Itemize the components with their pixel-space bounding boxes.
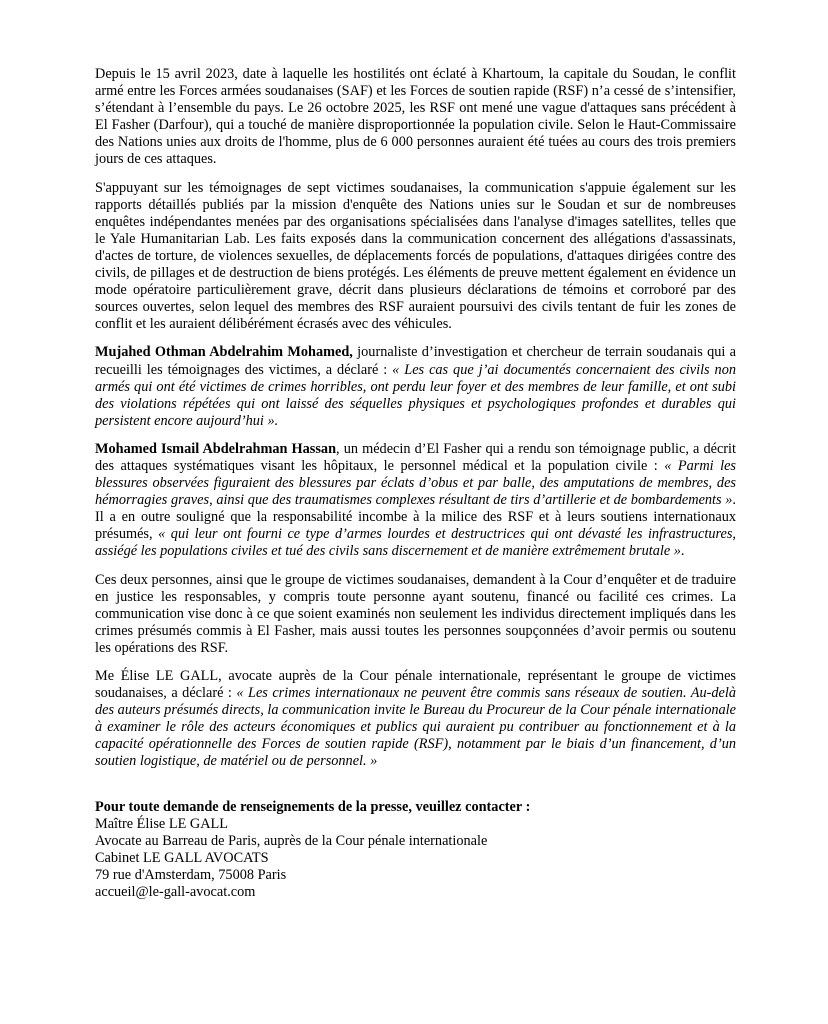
contact-role: Avocate au Barreau de Paris, auprès de la Cour pénale internationale [95,832,488,849]
doctor-quote-injuries: « Parmi les blessures observées figuraient des blessures par éclats d’obus et par balle, des amputations de membres, des hémorragies graves, ainsi que des traumatismes complexes résultant de tirs d’artillerie et de bombardements » [95,457,736,509]
contact-name: Maître Élise LE GALL [95,815,229,832]
journalist-intro: journaliste d’investigation et chercheur de terrain soudanais qui a recueilli les témoignages des victimes, a déclaré : [95,344,736,378]
paragraph-request: Ces deux personnes, ainsi que le groupe de victimes soudanaises, demandent à la Cour d’enquêter et de traduire en justice les responsables, y compris toute personne ayant soutenu, financé ou facilité ces crimes. La communication vise donc à ce que soient examinés non seulement les individus directement impliqués dans les crimes présumés commis à El Fasher, mais aussi toutes les personnes soupçonnées d’avoir permis ou soutenu les opérations des RSF. [95,571,736,656]
paragraph-evidence: S'appuyant sur les témoignages de sept victimes soudanaises, la communication s'appuie également sur les rapports détaillés publiés par la mission d'enquête des Nations unies sur le Soudan et sur de nombreuses enquêtes indépendantes menées par des organisations spécialisées dans l'analyse d'images satellites, telles que le Yale Humanitarian Lab. Les faits exposés dans la communication concernent des allégations d'assassinats, d'actes de torture, de violences sexuelles, de déplacements forcés de populations, d'attaques dirigées contre des civils, de pillages et de destruction de biens protégés. Les éléments de preuve mettent également en évidence un mode opératoire particulièrement grave, décrit dans plusieurs déclarations de témoins et corroboré par des sources ouvertes, selon lequel des membres des RSF auraient poursuivi des civils tentant de fuir les zones de conflit et les auraient délibérément écrasés avec des véhicules. [95,179,736,333]
lawyer-intro: Me Élise LE GALL, avocate auprès de la Cour pénale internationale, représentant le groupe de victimes soudanaises, a déclaré : [95,668,736,702]
doctor-period: . [680,543,685,560]
doctor-intro: , un médecin d’El Fasher qui a rendu son témoignage public, a décrit des attaques systématiques visant les hôpitaux, le personnel médical et la population civile : [95,440,737,474]
contact-firm: Cabinet LE GALL AVOCATS [95,849,269,866]
doctor-responsibility-text: . Il a en outre souligné que la responsabilité incombe à la milice des RSF et à leurs soutiens internationaux présumés, [95,492,736,543]
press-contact-block [95,799,736,902]
journalist-quote: « Les cas que j’ai documentés concernaient des civils non armés qui ont été victimes de crimes horribles, ont perdu leur foyer et des membres de leur famille, et ont subi des violations répétées qui ont laissé des séquelles physiques et psychologiques profondes et durables qui persistent encore aujourd’hui ». [95,361,737,429]
contact-address: 79 rue d'Amsterdam, 75008 Paris [95,866,287,883]
contact-email: accueil@le-gall-avocat.com [95,884,256,901]
journalist-name: Mujahed Othman Abdelrahim Mohamed, [95,344,353,361]
doctor-quote-weapons: « qui leur ont fourni ce type d’armes lourdes et destructrices qui ont dévasté les infrastructures, assiégé les populations civiles et tué des civils sans discernement et de manière extrêmement brutale » [95,526,736,560]
paragraph-lawyer-statement [95,668,736,771]
paragraph-context: Depuis le 15 avril 2023, date à laquelle les hostilités ont éclaté à Khartoum, la capitale du Soudan, le conflit armé entre les Forces armées soudanaises (SAF) et les Forces de soutien rapide (RSF) n’a cessé de s’intensifier, s’étendant à l’ensemble du pays. Le 26 octobre 2025, les RSF ont mené une vague d'attaques sans précédent à El Fasher (Darfour), qui a touché de manière disproportionnée la population civile. Selon le Haut-Commissaire des Nations unies aux droits de l'homme, plus de 6 000 personnes auraient été tuées au cours des trois premiers jours de ces attaques. [95,66,736,168]
doctor-name: Mohamed Ismail Abdelrahman Hassan [95,440,337,457]
lawyer-quote: « Les crimes internationaux ne peuvent être commis sans réseaux de soutien. Au-delà des auteurs présumés directs, la communication invite le Bureau du Procureur de la Cour pénale internationale à examiner le rôle des acteurs économiques et publics qui auraient pu contribuer au fonctionnement et à la capacité opérationnelle des Forces de soutien rapide (RSF), notamment par le biais d’un financement, d’un soutien logistique, de matériel ou de personnel. » [95,685,737,770]
paragraph-doctor-statement [95,441,736,561]
press-contact-heading: Pour toute demande de renseignements de la presse, veuillez contacter : [95,798,531,815]
paragraph-journalist-statement [95,344,736,429]
